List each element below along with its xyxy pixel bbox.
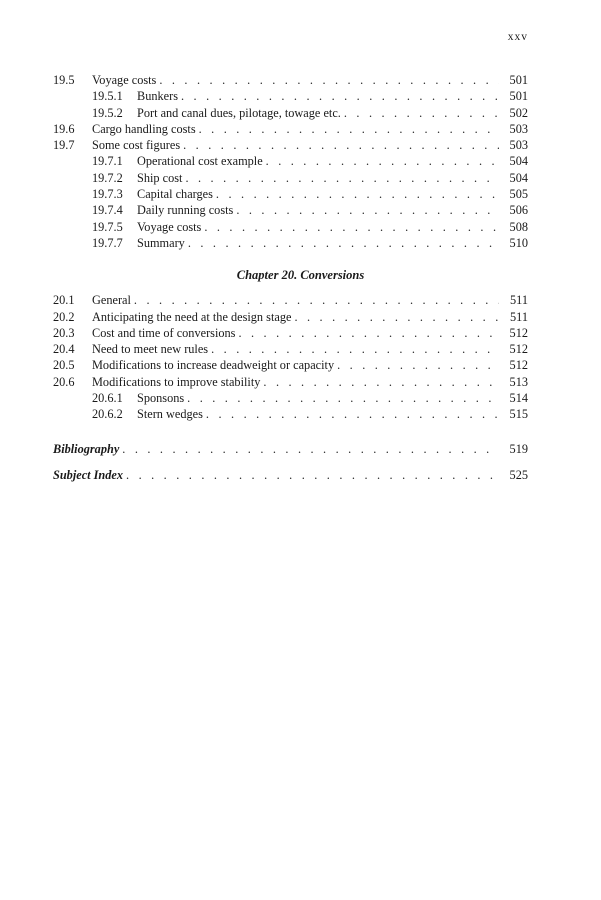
- toc-entry[interactable]: [53, 390, 528, 406]
- toc-entry-number: 20.6: [53, 374, 75, 389]
- toc-entry-title: Sponsons: [137, 391, 185, 406]
- toc-entry-number: 19.7.7: [92, 235, 123, 250]
- toc-leader-dots: [187, 390, 499, 406]
- toc-leader-dots: [185, 170, 499, 186]
- toc-entry-page: 514: [509, 391, 528, 406]
- toc-entry-number: 20.1: [53, 293, 75, 308]
- toc-entry-title: Operational cost example: [137, 154, 263, 169]
- toc-entry-number: 20.4: [53, 342, 75, 357]
- toc-leader-dots: [199, 121, 499, 137]
- toc-leader-dots: [344, 105, 499, 121]
- toc-entry-title: Port and canal dues, pilotage, towage etc.: [137, 105, 341, 120]
- toc-leader-dots: [294, 309, 499, 325]
- toc-entry[interactable]: [53, 170, 528, 186]
- toc-entry[interactable]: [53, 341, 528, 357]
- toc-leader-dots: [206, 406, 499, 422]
- toc-leader-dots: [122, 441, 499, 457]
- toc-entry-page: 505: [509, 187, 528, 202]
- toc-leader-dots: [238, 325, 499, 341]
- toc-leader-dots: [134, 292, 499, 308]
- chapter-heading: Chapter 20. Conversions: [236, 268, 365, 283]
- toc-entry-page: 519: [509, 441, 528, 456]
- toc-leader-dots: [188, 235, 499, 251]
- toc-entry-title: Bibliography: [53, 441, 120, 456]
- toc-leader-dots: [211, 341, 499, 357]
- toc-entry-page: 508: [509, 219, 528, 234]
- toc-entry[interactable]: [53, 186, 528, 202]
- toc-entry-number: 19.5.1: [92, 89, 123, 104]
- toc-entry[interactable]: [53, 202, 528, 218]
- toc-entry-title: Subject Index: [53, 467, 124, 482]
- toc-entry-number: 19.5.2: [92, 105, 123, 120]
- page-number: xxv: [507, 31, 528, 43]
- toc-entry-number: 19.7.1: [92, 154, 123, 169]
- toc-entry[interactable]: [53, 309, 528, 325]
- toc-entry-title: Modifications to increase deadweight or capacity: [92, 358, 335, 373]
- toc-entry-number: 20.6.1: [92, 391, 123, 406]
- toc-entry-title: Some cost figures: [92, 138, 181, 153]
- toc-entry-page: 510: [509, 235, 528, 250]
- toc-entry-number: 20.2: [53, 309, 75, 324]
- toc-entry-number: 19.5: [53, 73, 75, 87]
- toc-entry-page: 525: [509, 467, 528, 482]
- toc-entry-title: Voyage costs: [92, 73, 157, 87]
- toc-entry-number: 19.7.5: [92, 219, 123, 234]
- toc-entry-page: 501: [509, 73, 528, 87]
- toc-entry-page: 506: [509, 203, 528, 218]
- toc-entry-number: 20.3: [53, 325, 75, 340]
- toc-entry[interactable]: [53, 325, 528, 341]
- toc-entry-title: Daily running costs: [137, 203, 234, 218]
- toc-entry-page: 512: [509, 342, 528, 357]
- toc-leader-dots: [216, 186, 499, 202]
- toc-entry-page: 513: [509, 374, 528, 389]
- toc-entry-title: Cargo handling costs: [92, 121, 196, 136]
- toc-entry[interactable]: [53, 105, 528, 121]
- toc-entry-page: 512: [509, 358, 528, 373]
- toc-entry-number: 19.6: [53, 121, 75, 136]
- toc-leader-dots: [266, 153, 499, 169]
- toc-entry[interactable]: [53, 406, 528, 422]
- toc-entry-title: Need to meet new rules: [92, 342, 209, 357]
- toc-entry-number: 19.7: [53, 138, 75, 153]
- toc-leader-dots: [183, 137, 499, 153]
- toc-entry-title: Stern wedges: [137, 407, 203, 422]
- toc-entry[interactable]: [53, 357, 528, 373]
- toc-entry[interactable]: [53, 219, 528, 235]
- toc-entry[interactable]: [53, 374, 528, 390]
- toc-entry-title: Ship cost: [137, 170, 183, 185]
- toc-entry-page: 512: [509, 325, 528, 340]
- toc-entry-number: 19.7.3: [92, 187, 123, 202]
- toc-leader-dots: [204, 219, 499, 235]
- toc-entry-number: 19.7.2: [92, 170, 123, 185]
- toc-entry-title: Voyage costs: [137, 219, 202, 234]
- toc-entry-title: Anticipating the need at the design stage: [92, 309, 292, 324]
- toc-entry-title: General: [92, 293, 131, 308]
- toc-entry-page: 502: [509, 105, 528, 120]
- toc-entry-title: Bunkers: [137, 89, 178, 104]
- toc-entry-page: 503: [509, 138, 528, 153]
- toc-leader-dots: [159, 72, 499, 88]
- toc-entry-subject-index[interactable]: [53, 467, 528, 483]
- toc-entry-bibliography[interactable]: [53, 441, 528, 457]
- toc-leader-dots: [337, 357, 499, 373]
- toc-entry-page: 511: [510, 309, 528, 324]
- toc-entry[interactable]: [53, 235, 528, 251]
- toc-leader-dots: [236, 202, 499, 218]
- toc-entry-number: 19.7.4: [92, 203, 123, 218]
- toc-entry-page: 504: [509, 154, 528, 169]
- table-of-contents: [53, 72, 528, 483]
- toc-leader-dots: [263, 374, 499, 390]
- toc-entry-page: 501: [509, 89, 528, 104]
- toc-entry-title: Capital charges: [137, 187, 213, 202]
- toc-entry-title: Modifications to improve stability: [92, 374, 261, 389]
- toc-entry-page: 503: [509, 121, 528, 136]
- toc-entry-number: 20.6.2: [92, 407, 123, 422]
- toc-entry[interactable]: [53, 137, 528, 153]
- toc-entry-page: 515: [509, 407, 528, 422]
- toc-entry[interactable]: [53, 153, 528, 169]
- toc-leader-dots: [126, 467, 499, 483]
- toc-entry[interactable]: [53, 292, 528, 308]
- toc-entry[interactable]: [53, 88, 528, 104]
- toc-entry-page: 504: [509, 170, 528, 185]
- toc-section-20: [53, 292, 528, 422]
- toc-entry-title: Cost and time of conversions: [92, 325, 236, 340]
- toc-section-19: [53, 72, 528, 251]
- toc-entry-number: 20.5: [53, 358, 75, 373]
- toc-entry[interactable]: [53, 121, 528, 137]
- toc-entry-title: Summary: [137, 235, 185, 250]
- toc-entry[interactable]: [53, 72, 528, 88]
- toc-leader-dots: [181, 88, 499, 104]
- toc-entry-page: 511: [510, 293, 528, 308]
